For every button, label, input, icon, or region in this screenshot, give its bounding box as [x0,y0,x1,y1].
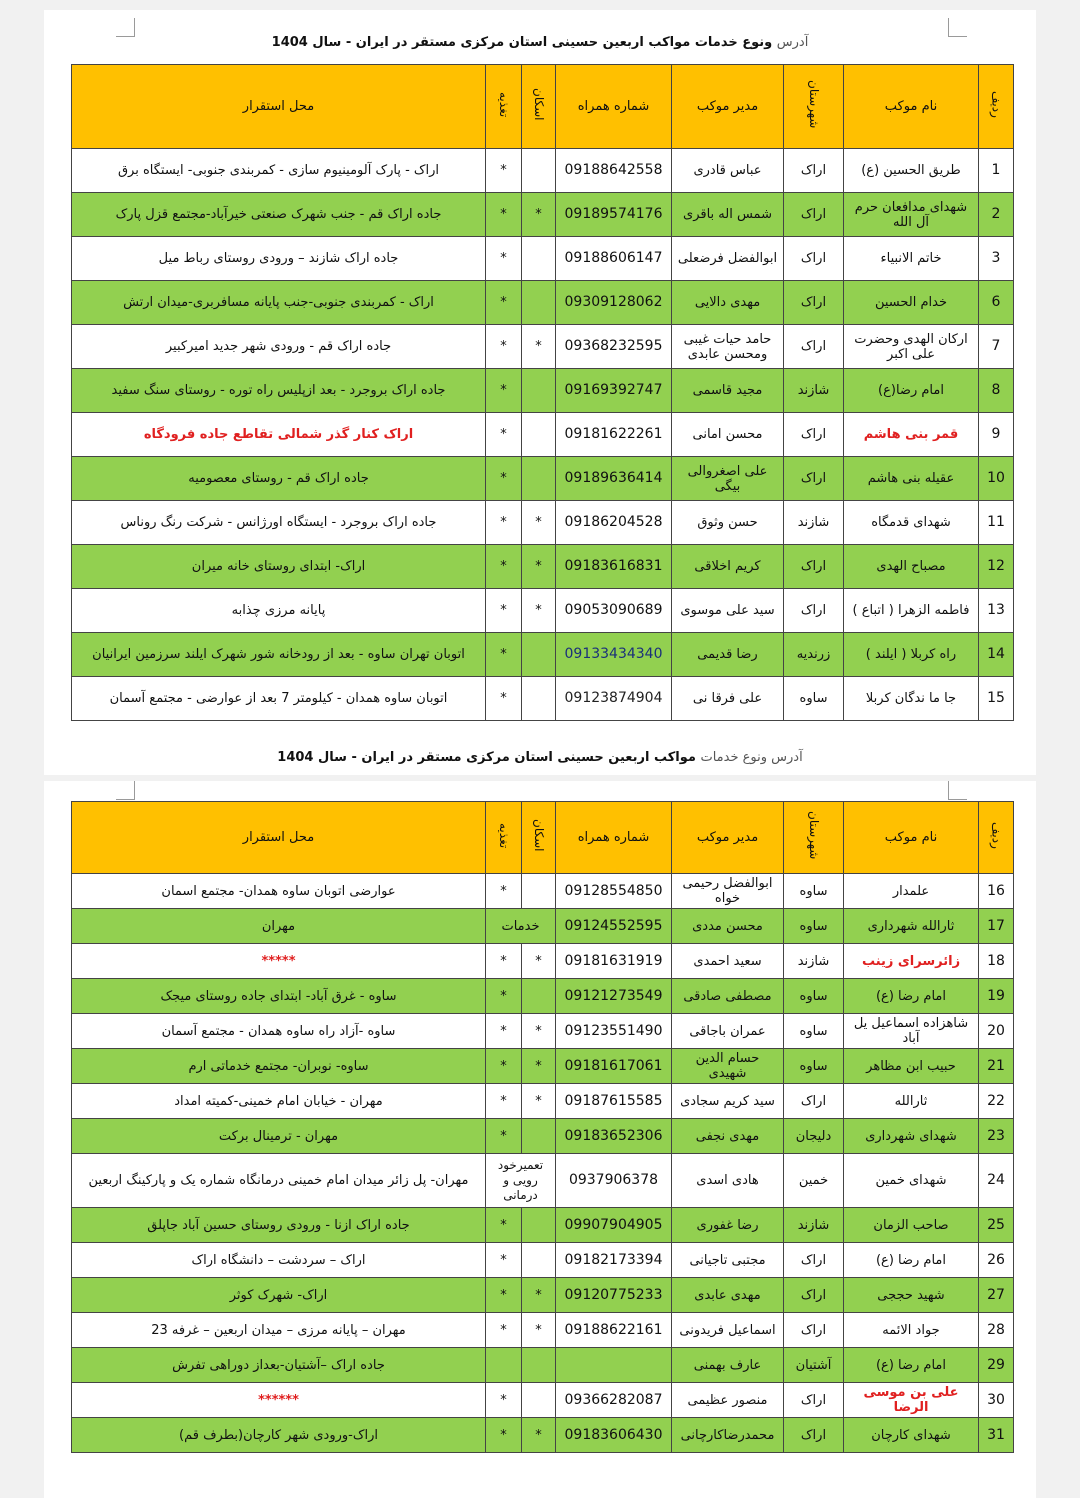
header-taghzieh: تغذیه [486,65,522,149]
document-page-2 [44,750,1036,1498]
header-phone: شماره همراه [556,802,672,874]
header-radif: ردیف [979,65,1014,149]
table-row: 7 ارکان الهدی وحضرت علی اکبر اراک حامد حیات غیبی ومحسن عابدی 09368232595 * * جاده اراک قم - ورودی شهر جدید امیرکبیر [72,325,1014,369]
table-row: 17 ثارالله شهرداری ساوه محسن مددی 09124552595 خدمات مهران [72,909,1014,944]
table-row: 8 امام رضا(ع) شازند مجید قاسمی 09169392747 * جاده اراک بروجرد - بعد ازپلیس راه توره - روستای سنگ سفید [72,369,1014,413]
table-row: 31 شهدای کارچان اراک محمدرضاکارچانی 09183606430 * * اراک-ورودی شهر کارچان(بطرف قم) [72,1418,1014,1453]
document-page-1 [44,10,1036,775]
header-eskan: اسکان [522,802,556,874]
header-manager: مدیر موکب [672,802,784,874]
table-row: 29 امام رضا (ع) آشتیان عارف بهمنی جاده اراک –آشتیان-بعداز دوراهی تفرش [72,1348,1014,1383]
table-row: 15 جا ما ندگان کربلا ساوه علی فرقا نی 09123874904 * اتوبان ساوه همدان - کیلومتر 7 بعد از عوارضی - مجتمع آسمان [72,677,1014,721]
table-row: 11 شهدای قدمگاه شازند حسن وثوق 09186204528 * * جاده اراک بروجرد - ایستگاه اورژانس - شرکت رنگ روناس [72,501,1014,545]
header-eskan: اسکان [522,65,556,149]
page-caption: آدرس ونوع خدمات مواکب اربعین حسینی استان مرکزی مستقر در ایران - سال 1404 [277,750,803,765]
header-taghzieh: تغذیه [486,802,522,874]
crop-mark [116,781,135,800]
table-row: 9 قمر بنی هاشم اراک محسن امانی 09181622261 * اراک کنار گذر شمالی تقاطع جاده فرودگاه [72,413,1014,457]
table-row: 3 خاتم الانبیاء اراک ابوالفضل فرضعلی 09188606147 * جاده اراک شازند – ورودی روستای رباط میل [72,237,1014,281]
table-row: 13 فاطمه الزهرا ( اتباع ) اراک سید علی موسوی 09053090689 * * پایانه مرزی چذابه [72,589,1014,633]
table-row: 23 شهدای شهرداری دلیجان مهدی نجفی 09183652306 * مهران - ترمینال برکت [72,1119,1014,1154]
header-name: نام موکب [844,802,979,874]
table-row: 20 شاهزاده اسماعیل یل آباد ساوه عمران باجاقی 09123551490 * * ساوه -آزاد راه ساوه همدان - مجتمع آسمان [72,1014,1014,1049]
table-row: 18 زائرسرای زینب شازند سعید احمدی 09181631919 * * ***** [72,944,1014,979]
crop-mark [948,781,967,800]
page-caption: آدرس ونوع خدمات مواکب اربعین حسینی استان مرکزی مستقر در ایران - سال 1404 [271,35,809,50]
table-row: 30 علی بن موسی الرضا اراک منصور عظیمی 09366282087 * ****** [72,1383,1014,1418]
header-phone: شماره همراه [556,65,672,149]
table-row: 1 طریق الحسین (ع) اراک عباس قادری 09188642558 * اراک - پارک آلومینیوم سازی - کمربندی جنوبی- ایستگاه برق [72,149,1014,193]
table-row: 25 صاحب الزمان شازند رضا غفوری 09907904905 * جاده اراک ازنا - ورودی روستای حسین آباد جاپلق [72,1208,1014,1243]
table-row: 24 شهدای خمین خمین هادی اسدی 0937906378 تعمیرخود رویی و درمانی مهران- پل زائر میدان امام خمینی درمانگاه شماره یک و پارکینگ اربعین [72,1154,1014,1208]
table-row: 6 خدام الحسین اراک مهدی دالایی 09309128062 * اراک - کمربندی جنوبی-جنب پایانه مسافربری-میدان ارتش [72,281,1014,325]
header-manager: مدیر موکب [672,65,784,149]
table-row: 27 شهید حججی اراک مهدی عابدی 09120775233 * * اراک- شهرک کوثر [72,1278,1014,1313]
table-row: 16 علمدار ساوه ابوالفضل رحیمی خواه 09128554850 * عوارضی اتوبان ساوه همدان- مجتمع اسمان [72,874,1014,909]
table-row: 10 عقیله بنی هاشم اراک علی اصغروالی بیگی 09189636414 * جاده اراک قم - روستای معصومیه [72,457,1014,501]
table-row: 22 ثارالله اراک سید کریم سجادی 09187615585 * * مهران - خیابان امام خمینی-کمیته امداد [72,1084,1014,1119]
header-location: محل استقرار [72,802,486,874]
table-row: 2 شهدای مدافعان حرم آل الله اراک شمس اله باقری 09189574176 * * جاده اراک قم - جنب شهرک صنعتی خیرآباد-مجتمع قزل پارک [72,193,1014,237]
table-row: 19 امام رضا (ع) ساوه مصطفی صادقی 09121273549 * ساوه - غرق آباد- ابتدای جاده روستای میجک [72,979,1014,1014]
table-row: 12 مصباح الهدی اراک کریم اخلاقی 09183616831 * * اراک- ابتدای روستای خانه میران [72,545,1014,589]
table-row: 14 راه کربلا ( ایلند ) زرندیه رضا قدیمی 09133434340 * اتوبان تهران ساوه - بعد از رودخانه شور شهرک ایلند سرزمین ایرانیان [72,633,1014,677]
header-city: شهرستان [784,802,844,874]
header-location: محل استقرار [72,65,486,149]
table-row: 28 جواد الائمه اراک اسماعیل فریدونی 09188622161 * * مهران – پایانه مرزی – میدان اربعین – غرفه 23 [72,1313,1014,1348]
table-row: 26 امام رضا (ع) اراک مجتبی تاجیانی 09182173394 * اراک – سردشت – دانشگاه اراک [72,1243,1014,1278]
header-name: نام موکب [844,65,979,149]
header-radif: ردیف [979,802,1014,874]
header-city: شهرستان [784,65,844,149]
mawkib-table [71,801,1014,1453]
table-row: 21 حبیب ابن مظاهر ساوه حسام الدین شهیدی 09181617061 * * ساوه- نوبران- مجتمع خدماتی ارم [72,1049,1014,1084]
mawkib-table [71,64,1014,721]
